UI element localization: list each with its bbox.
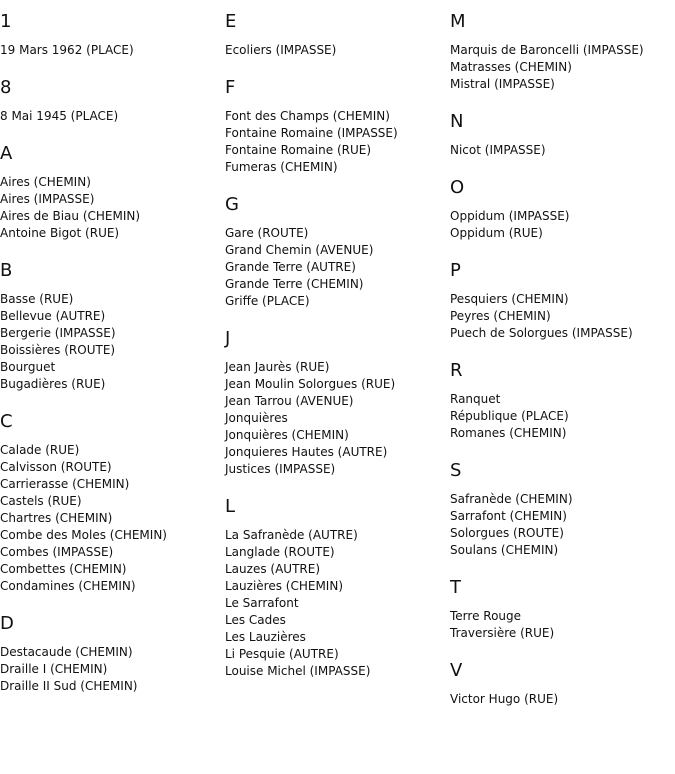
street-list-item[interactable]: Lauzes (AUTRE) (225, 562, 320, 576)
index-column-1 (0, 11, 222, 713)
street-list-item[interactable]: Marquis de Baroncelli (IMPASSE) (450, 43, 644, 57)
letter-section (0, 77, 222, 125)
street-list-item[interactable]: Solorgues (ROUTE) (450, 526, 564, 540)
street-list (450, 208, 675, 242)
street-list-item[interactable]: Ranquet (450, 392, 501, 406)
index-column-3 (450, 11, 675, 726)
street-list-item[interactable]: La Safranède (AUTRE) (225, 528, 358, 542)
street-list-item[interactable]: Font des Champs (CHEMIN) (225, 109, 390, 123)
street-list-item[interactable]: 8 Mai 1945 (PLACE) (0, 109, 119, 123)
section-letter-heading: V (450, 660, 463, 681)
street-list-item[interactable]: Lauzières (CHEMIN) (225, 579, 343, 593)
street-list-item[interactable]: Romanes (CHEMIN) (450, 426, 567, 440)
section-letter-heading: N (450, 111, 464, 132)
street-list (225, 225, 447, 310)
street-list-item[interactable]: Oppidum (RUE) (450, 226, 543, 240)
street-list-item[interactable]: Oppidum (IMPASSE) (450, 209, 570, 223)
street-list-item[interactable]: Les Lauzières (225, 630, 306, 644)
street-list-item[interactable]: Aires (CHEMIN) (0, 175, 91, 189)
street-list-item[interactable]: Fontaine Romaine (IMPASSE) (225, 126, 398, 140)
letter-section (0, 613, 222, 695)
street-list-item[interactable]: Condamines (CHEMIN) (0, 579, 136, 593)
street-list-item[interactable]: Jonquieres Hautes (AUTRE) (225, 445, 388, 459)
section-letter-heading: O (450, 177, 465, 198)
street-list (225, 359, 447, 478)
section-letter-heading: F (225, 77, 236, 98)
street-list-item[interactable]: Justices (IMPASSE) (225, 462, 336, 476)
letter-section (450, 111, 675, 159)
street-list-item[interactable]: Mistral (IMPASSE) (450, 77, 555, 91)
letter-section (0, 411, 222, 595)
street-list-item[interactable]: Ecoliers (IMPASSE) (225, 43, 337, 57)
street-list-item[interactable]: Traversière (RUE) (450, 626, 555, 640)
street-list (450, 608, 675, 642)
street-list-item[interactable]: Aires de Biau (CHEMIN) (0, 209, 141, 223)
street-list (0, 174, 222, 242)
street-list-item[interactable]: Draille I (CHEMIN) (0, 662, 108, 676)
street-list (225, 108, 447, 176)
street-list-item[interactable]: Calade (RUE) (0, 443, 80, 457)
street-list-item[interactable]: Antoine Bigot (RUE) (0, 226, 120, 240)
section-letter-heading: B (0, 260, 13, 281)
street-list-item[interactable]: République (PLACE) (450, 409, 569, 423)
street-list-item[interactable]: Bugadières (RUE) (0, 377, 106, 391)
street-list-item[interactable]: Grand Chemin (AVENUE) (225, 243, 374, 257)
letter-section (225, 11, 447, 59)
street-list-item[interactable]: Bergerie (IMPASSE) (0, 326, 116, 340)
street-list-item[interactable]: Fumeras (CHEMIN) (225, 160, 338, 174)
section-letter-heading: T (450, 577, 461, 598)
street-list-item[interactable]: 19 Mars 1962 (PLACE) (0, 43, 134, 57)
street-list-item[interactable]: Chartres (CHEMIN) (0, 511, 113, 525)
letter-section (450, 460, 675, 559)
street-list-item[interactable]: Le Sarrafont (225, 596, 299, 610)
section-letter-heading: P (450, 260, 461, 281)
street-list-item[interactable]: Calvisson (ROUTE) (0, 460, 112, 474)
street-list (450, 491, 675, 559)
letter-section (450, 660, 675, 708)
street-list-item[interactable]: Grande Terre (CHEMIN) (225, 277, 364, 291)
street-list-item[interactable]: Boissières (ROUTE) (0, 343, 116, 357)
letter-section (0, 11, 222, 59)
letter-section (450, 177, 675, 242)
letter-section (450, 360, 675, 442)
street-list (0, 42, 222, 59)
letter-section (225, 194, 447, 310)
street-list-item[interactable]: Soulans (CHEMIN) (450, 543, 559, 557)
street-list-item[interactable]: Carrierasse (CHEMIN) (0, 477, 130, 491)
street-list (0, 442, 222, 595)
street-list-item[interactable]: Combettes (CHEMIN) (0, 562, 127, 576)
street-list-item[interactable]: Langlade (ROUTE) (225, 545, 335, 559)
street-list-item[interactable]: Draille II Sud (CHEMIN) (0, 679, 138, 693)
letter-section (225, 328, 447, 478)
street-list (0, 644, 222, 695)
street-list-item[interactable]: Victor Hugo (RUE) (450, 692, 559, 706)
street-list-item[interactable]: Nicot (IMPASSE) (450, 143, 546, 157)
street-list-item[interactable]: Grande Terre (AUTRE) (225, 260, 356, 274)
street-list-item[interactable]: Jean Tarrou (AVENUE) (225, 394, 354, 408)
letter-section (450, 260, 675, 342)
street-list-item[interactable]: Jean Jaurès (RUE) (225, 360, 330, 374)
street-list-item[interactable]: Les Cades (225, 613, 286, 627)
street-list (0, 108, 222, 125)
section-letter-heading: 1 (0, 11, 12, 32)
street-list-item[interactable]: Bellevue (AUTRE) (0, 309, 106, 323)
letter-section (0, 143, 222, 242)
index-column-2 (225, 11, 447, 698)
section-letter-heading: M (450, 11, 466, 32)
section-letter-heading: R (450, 360, 463, 381)
letter-section (225, 496, 447, 680)
street-list-item[interactable]: Combe des Moles (CHEMIN) (0, 528, 167, 542)
section-letter-heading: C (0, 411, 13, 432)
street-list-item[interactable]: Jonquières (225, 411, 288, 425)
street-list (450, 691, 675, 708)
street-list-item[interactable]: Basse (RUE) (0, 292, 74, 306)
street-list-item[interactable]: Jean Moulin Solorgues (RUE) (225, 377, 396, 391)
street-list-item[interactable]: Pesquiers (CHEMIN) (450, 292, 569, 306)
street-list-item[interactable]: Gare (ROUTE) (225, 226, 309, 240)
street-list-item[interactable]: Terre Rouge (450, 609, 522, 623)
street-list (225, 527, 447, 680)
street-list (225, 42, 447, 59)
street-list-item[interactable]: Griffe (PLACE) (225, 294, 310, 308)
street-list (450, 291, 675, 342)
letter-section (450, 11, 675, 93)
letter-section (225, 77, 447, 176)
street-list-item[interactable]: Castels (RUE) (0, 494, 82, 508)
street-list-item[interactable]: Combes (IMPASSE) (0, 545, 114, 559)
letter-section (450, 577, 675, 642)
street-list-item[interactable]: Puech de Solorgues (IMPASSE) (450, 326, 633, 340)
section-letter-heading: D (0, 613, 14, 634)
street-list-item[interactable]: Sarrafont (CHEMIN) (450, 509, 567, 523)
section-letter-heading: J (225, 328, 231, 349)
street-list-item[interactable]: Jonquières (CHEMIN) (225, 428, 349, 442)
street-list-item[interactable]: Peyres (CHEMIN) (450, 309, 551, 323)
section-letter-heading: G (225, 194, 239, 215)
street-list-item[interactable]: Safranède (CHEMIN) (450, 492, 573, 506)
section-letter-heading: S (450, 460, 462, 481)
section-letter-heading: E (225, 11, 237, 32)
street-list (450, 42, 675, 93)
section-letter-heading: 8 (0, 77, 12, 98)
street-list-item[interactable]: Bourguet (0, 360, 56, 374)
street-list-item[interactable]: Louise Michel (IMPASSE) (225, 664, 371, 678)
street-list-item[interactable]: Matrasses (CHEMIN) (450, 60, 572, 74)
section-letter-heading: L (225, 496, 236, 517)
letter-section (0, 260, 222, 393)
street-list-item[interactable]: Destacaude (CHEMIN) (0, 645, 133, 659)
street-list-item[interactable]: Aires (IMPASSE) (0, 192, 95, 206)
section-letter-heading: A (0, 143, 13, 164)
street-list-item[interactable]: Li Pesquie (AUTRE) (225, 647, 339, 661)
street-list (450, 142, 675, 159)
street-list (0, 291, 222, 393)
street-list-item[interactable]: Fontaine Romaine (RUE) (225, 143, 372, 157)
street-list (450, 391, 675, 442)
